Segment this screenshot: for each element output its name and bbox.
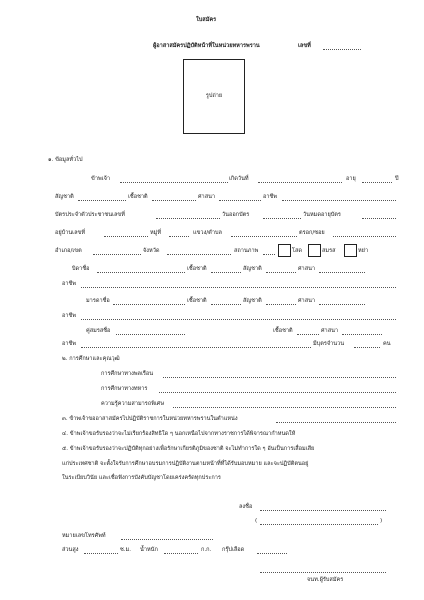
father-religion-field[interactable] [319, 272, 365, 273]
sign-label: ลงชื่อ [239, 504, 253, 510]
address-label: อยู่บ้านเลขที่ [55, 230, 86, 236]
mother-occupation-label: อาชีพ [62, 313, 76, 319]
status-married-checkbox[interactable] [308, 244, 321, 257]
father-religion-label: ศาสนา [298, 266, 316, 272]
district-label: อำเภอ/เขต [55, 248, 82, 254]
name-field[interactable] [120, 182, 228, 183]
id-card-field[interactable] [156, 218, 220, 219]
birthdate-label: เกิดวันที่ [229, 176, 249, 182]
mother-race-label: เชื้อชาติ [187, 298, 207, 304]
blood-field[interactable] [257, 553, 287, 554]
religion-label: ศาสนา [198, 194, 216, 200]
signature-name-field[interactable] [260, 524, 378, 525]
age-unit: ปี [395, 176, 399, 182]
father-nationality-label: สัญชาติ [243, 266, 262, 272]
province-field[interactable] [167, 254, 231, 255]
father-name-field[interactable] [97, 272, 185, 273]
section1-heading: ๑. ข้อมูลทั่วไป [48, 157, 83, 163]
statement-5-line2: แก่ประเทศชาติ จะตั้งใจรับการศึกษาอบรมการปฏิบัติงานตามหน้าที่ที่ได้รับมอบหมาย และจะปฏิบัติตนอยู่ [62, 461, 309, 467]
province-label: จังหวัด [143, 248, 160, 254]
address-field[interactable] [104, 236, 148, 237]
statement-5-line3: ในระเบียบวินัย และเชื่อฟังการบังคับบัญชาโดยเคร่งครัดทุกประการ [62, 475, 221, 481]
mother-race-field[interactable] [211, 304, 241, 305]
weight-unit: ก.ก. [201, 547, 212, 553]
spouse-religion-label: ศาสนา [321, 328, 339, 334]
special-skills-field[interactable] [173, 407, 396, 408]
father-nationality-field[interactable] [266, 272, 296, 273]
weight-label: น้ำหนัก [140, 547, 158, 553]
father-occupation-label: อาชีพ [62, 281, 76, 287]
form-title: ใบสมัคร [196, 17, 217, 23]
form-subtitle: ผู้อาสาสมัครปฏิบัติหน้าที่ในหน่วยทหารพราน [153, 43, 260, 49]
name-label: ข้าพเจ้า [91, 176, 110, 182]
position-field[interactable] [276, 422, 396, 423]
children-field[interactable] [354, 347, 380, 348]
nationality-label: สัญชาติ [55, 194, 74, 200]
nationality-field[interactable] [78, 200, 126, 201]
occupation-label: อาชีพ [263, 194, 277, 200]
alley-label: ตรอก/ซอย [299, 230, 325, 236]
spouse-religion-field[interactable] [342, 334, 382, 335]
mother-occupation-field[interactable] [81, 319, 396, 320]
subdistrict-label: แขวง/ตำบล [193, 230, 222, 236]
age-label: อายุ [346, 176, 356, 182]
mother-nationality-label: สัญชาติ [243, 298, 262, 304]
height-label: ส่วนสูง [62, 547, 79, 553]
religion-field[interactable] [219, 200, 261, 201]
issue-date-label: วันออกบัตร [222, 212, 250, 218]
signature-name-close-paren: ) [380, 518, 383, 524]
expiry-field[interactable] [362, 218, 396, 219]
birthdate-field[interactable] [258, 182, 342, 183]
receiver-label: จนท.ผู้รับสมัคร [307, 577, 344, 583]
expiry-label: วันหมดอายุบัตร [303, 212, 341, 218]
mother-label: มารดาชื่อ [86, 298, 110, 304]
spouse-occupation-label: อาชีพ [62, 341, 76, 347]
height-unit: ซ.ม. [120, 547, 132, 553]
father-label: บิดาชื่อ [72, 266, 90, 272]
status-single-checkbox[interactable] [278, 244, 291, 257]
status-divorced-label: หย่า [358, 248, 369, 254]
section2-heading: ๒. การศึกษาและคุณวุฒิ [62, 356, 120, 362]
status-divorced-checkbox[interactable] [344, 244, 357, 257]
military-education-field[interactable] [159, 392, 396, 393]
photo-label: รูปถ่าย [205, 93, 223, 99]
children-unit: คน [383, 341, 391, 347]
phone-label: หมายเลขโทรศัพท์ [62, 533, 106, 539]
spouse-name-field[interactable] [116, 334, 185, 335]
weight-field[interactable] [164, 553, 198, 554]
status-single-label: โสด [292, 248, 303, 254]
issue-date-field[interactable] [263, 218, 301, 219]
status-label: สถานภาพ [234, 248, 259, 254]
alley-field[interactable] [333, 236, 396, 237]
civil-education-label: การศึกษาทางพลเรือน [101, 371, 154, 377]
statement-3: ๓. ข้าพเจ้าขออาสาสมัครไปปฏิบัติราชการในหน่วยทหารพรานในตำแหน่ง [62, 416, 238, 422]
signature-name-open-paren: ( [255, 518, 258, 524]
statement-4: ๔. ข้าพเจ้าขอรับรองว่าจะไม่เรียกร้องสิทธิใด ๆ นอกเหนือไปจากทางราชการได้พิจารณากำหนดให้ [62, 431, 296, 437]
mother-religion-label: ศาสนา [298, 298, 316, 304]
subdistrict-field[interactable] [231, 236, 297, 237]
status-dots [263, 254, 275, 255]
form-number-field[interactable] [323, 49, 361, 50]
mother-nationality-field[interactable] [266, 304, 296, 305]
form-number-label: เลขที่ [298, 43, 311, 49]
signature-field[interactable] [260, 510, 386, 511]
spouse-race-field[interactable] [297, 334, 319, 335]
id-card-label: บัตรประจำตัวประชาชนเลขที่ [55, 212, 125, 218]
age-field[interactable] [362, 182, 392, 183]
civil-education-field[interactable] [163, 377, 396, 378]
receiver-signature-field[interactable] [260, 572, 386, 573]
moo-field[interactable] [169, 236, 189, 237]
spouse-race-label: เชื้อชาติ [273, 328, 293, 334]
spouse-label: คู่สมรสชื่อ [86, 328, 111, 334]
occupation-field[interactable] [282, 200, 396, 201]
district-field[interactable] [93, 254, 141, 255]
mother-name-field[interactable] [113, 304, 185, 305]
race-field[interactable] [152, 200, 196, 201]
father-race-label: เชื้อชาติ [187, 266, 207, 272]
moo-label: หมู่ที่ [150, 230, 162, 236]
father-race-field[interactable] [211, 272, 241, 273]
father-occupation-field[interactable] [81, 287, 396, 288]
spouse-occupation-field[interactable] [81, 347, 311, 348]
mother-religion-field[interactable] [319, 304, 365, 305]
race-label: เชื้อชาติ [128, 194, 148, 200]
status-married-label: สมรส [322, 248, 336, 254]
height-field[interactable] [84, 553, 118, 554]
children-label: มีบุตรจำนวน [313, 341, 345, 347]
special-skills-label: ความรู้ความสามารถพิเศษ [101, 401, 165, 407]
military-education-label: การศึกษาทางทหาร [101, 386, 148, 392]
photo-box [183, 59, 245, 134]
statement-5-line1: ๕. ข้าพเจ้าขอรับรองว่าจะปฏิบัติทุกอย่างเพื่อรักษาเกียรติภูมิของชาติ จะไม่ทำการใด ๆ อันเป็นการเสื่อมเสีย [62, 446, 315, 452]
blood-label: กรุ๊ปเลือด [222, 547, 245, 553]
phone-field[interactable] [121, 539, 213, 540]
